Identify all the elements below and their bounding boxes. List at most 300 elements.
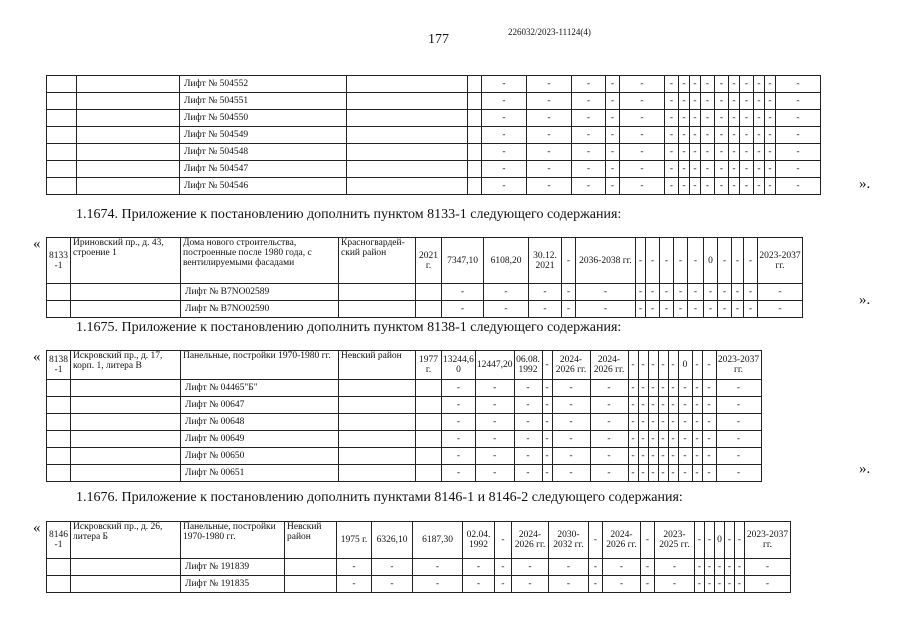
table-cell — [347, 144, 468, 161]
table-cell: - — [715, 144, 729, 161]
table-cell: - — [715, 93, 729, 110]
paragraph-1676: 1.1676. Приложение к постановлению дополнить пунктами 8146-1 и 8146-2 следующего содержания: — [76, 490, 683, 505]
table-cell: - — [655, 559, 695, 576]
table-cell: - — [668, 465, 678, 482]
table-cell: - — [776, 144, 821, 161]
table-cell: - — [678, 380, 692, 397]
table-cell — [47, 448, 71, 465]
table-cell: - — [648, 380, 658, 397]
table-cell: - — [475, 448, 514, 465]
table-cell: Невский район — [339, 351, 416, 380]
table-cell: - — [442, 284, 484, 301]
table-cell: - — [725, 522, 735, 559]
table-cell: - — [716, 397, 761, 414]
table-row — [47, 161, 821, 178]
table-cell: - — [732, 284, 744, 301]
table-cell: Искровский пр., д. 17, корп. 1, литера В — [71, 351, 181, 380]
table-cell: - — [718, 301, 732, 318]
table-cell: - — [758, 284, 803, 301]
table-cell: - — [482, 127, 527, 144]
table-cell: - — [552, 448, 590, 465]
closing-quote-3: ». — [859, 461, 871, 477]
table-cell: - — [754, 110, 765, 127]
table-cell — [468, 178, 482, 195]
table-cell — [77, 110, 180, 127]
table-cell: - — [475, 431, 514, 448]
table-cell: - — [674, 284, 688, 301]
table-cell: 0 — [704, 238, 718, 284]
table-cell: 2036-2038 гг. — [576, 238, 636, 284]
table-cell — [47, 301, 71, 318]
table-cell: - — [716, 414, 761, 431]
table-cell: - — [658, 414, 668, 431]
table-cell: 2030-2032 гг. — [549, 522, 589, 559]
table-cell: Дома нового строительства, построенные после 1980 года, с вентилируемыми фасадами — [181, 238, 339, 284]
table-cell: - — [715, 559, 725, 576]
table-cell: 2024-2026 гг. — [590, 351, 628, 380]
table-cell: - — [729, 161, 740, 178]
table-cell — [47, 110, 77, 127]
table-cell: - — [735, 576, 745, 593]
table-cell: - — [692, 431, 702, 448]
table-cell: - — [688, 301, 704, 318]
table-row — [47, 144, 821, 161]
table-cell: - — [715, 576, 725, 593]
table-cell: - — [527, 76, 572, 93]
table-cell: - — [542, 380, 552, 397]
table-cell — [71, 380, 181, 397]
table-cell: - — [701, 93, 715, 110]
table-cell — [71, 559, 181, 576]
table-cell: - — [482, 93, 527, 110]
table-cell: - — [692, 351, 702, 380]
table-cell: 2023-2037 гг. — [758, 238, 803, 284]
table-cell — [468, 76, 482, 93]
table-cell: - — [754, 144, 765, 161]
table-cell: - — [765, 76, 776, 93]
table-cell: - — [527, 161, 572, 178]
table-cell: - — [482, 178, 527, 195]
table-cell: - — [552, 431, 590, 448]
table-cell — [47, 76, 77, 93]
table-cell: - — [744, 301, 758, 318]
table-cell: - — [638, 397, 648, 414]
table-cell: - — [442, 397, 476, 414]
table-cell: - — [702, 397, 716, 414]
table-cell — [71, 284, 181, 301]
table-cell: - — [765, 110, 776, 127]
table-cell: - — [620, 144, 665, 161]
table-cell: 8138 -1 — [47, 351, 71, 380]
table-cell: - — [690, 76, 701, 93]
table-cell: - — [665, 110, 679, 127]
table-cell: Ириновский пр., д. 43, строение 1 — [71, 238, 181, 284]
lift-name: Лифт № 04465"Б" — [181, 380, 339, 397]
table-cell — [347, 127, 468, 144]
table-cell: - — [690, 93, 701, 110]
table-cell: - — [702, 351, 716, 380]
table-cell: - — [718, 238, 732, 284]
table-cell — [71, 414, 181, 431]
table-cell: - — [665, 93, 679, 110]
table-cell: - — [628, 351, 638, 380]
table-cell: - — [754, 127, 765, 144]
table-cell: - — [704, 284, 718, 301]
table-cell: - — [463, 559, 495, 576]
table-cell: - — [628, 448, 638, 465]
table-cell: - — [660, 238, 674, 284]
table-cell: - — [745, 559, 791, 576]
table-cell: - — [718, 284, 732, 301]
main-row — [47, 238, 803, 284]
table-cell: - — [641, 559, 655, 576]
table-cell: - — [620, 178, 665, 195]
table-cell: - — [589, 522, 603, 559]
lift-name: Лифт № 00647 — [181, 397, 339, 414]
table-cell: - — [620, 110, 665, 127]
table-cell: - — [641, 522, 655, 559]
table-cell — [468, 161, 482, 178]
lift-name: Лифт № 00650 — [181, 448, 339, 465]
table-row — [47, 301, 803, 318]
table-cell: - — [665, 76, 679, 93]
table-cell: - — [716, 380, 761, 397]
lift-name: Лифт № 504551 — [180, 93, 347, 110]
table-cell: - — [549, 576, 589, 593]
table-cell — [77, 93, 180, 110]
table-cell: - — [688, 238, 704, 284]
table-row — [47, 397, 762, 414]
table-cell: - — [668, 431, 678, 448]
table-cell — [339, 448, 416, 465]
table-cell: 8133 -1 — [47, 238, 71, 284]
table-cell: - — [679, 178, 690, 195]
table-cell: - — [665, 127, 679, 144]
table-cell: - — [744, 238, 758, 284]
table-cell: - — [606, 178, 620, 195]
table-cell: - — [674, 238, 688, 284]
table-cell: - — [668, 414, 678, 431]
table-cell: - — [754, 161, 765, 178]
table-cell: - — [442, 414, 476, 431]
table-cell — [339, 284, 416, 301]
table-cell: - — [648, 351, 658, 380]
table-cell: - — [628, 397, 638, 414]
table-cell: - — [668, 351, 678, 380]
table-cell: - — [765, 93, 776, 110]
table-cell — [347, 93, 468, 110]
table-cell: - — [740, 110, 754, 127]
table-cell: - — [484, 301, 529, 318]
table-cell: 12447,20 — [475, 351, 514, 380]
main-row — [47, 351, 762, 380]
table-cell — [339, 414, 416, 431]
table-cell: - — [552, 465, 590, 482]
lift-name: Лифт № 504549 — [180, 127, 347, 144]
table-cell: Искровский пр., д. 26, литера Б — [71, 522, 181, 559]
table-cell: - — [690, 161, 701, 178]
table-cell: - — [636, 284, 646, 301]
table-cell — [71, 448, 181, 465]
table-cell: - — [660, 301, 674, 318]
table-cell: - — [514, 431, 542, 448]
table-cell: - — [620, 127, 665, 144]
table-cell: - — [590, 397, 628, 414]
lift-name: Лифт № 504547 — [180, 161, 347, 178]
table-cell: - — [715, 76, 729, 93]
table-cell: - — [542, 448, 552, 465]
table-cell — [47, 397, 71, 414]
lift-name: Лифт № 00651 — [181, 465, 339, 482]
table-row — [47, 431, 762, 448]
table-cell: - — [725, 576, 735, 593]
table-cell: - — [562, 301, 576, 318]
table-cell: - — [590, 414, 628, 431]
table-cell: - — [495, 576, 512, 593]
table-cell — [339, 380, 416, 397]
table-cell: - — [514, 465, 542, 482]
table-cell: - — [740, 178, 754, 195]
table-cell: - — [695, 559, 705, 576]
table-cell: - — [729, 76, 740, 93]
table-cell: - — [679, 110, 690, 127]
table-cell — [71, 431, 181, 448]
table-cell: - — [729, 127, 740, 144]
table-cell — [77, 161, 180, 178]
table-cell: - — [442, 448, 476, 465]
table-cell: - — [606, 76, 620, 93]
table-cell: - — [776, 110, 821, 127]
table-cell: - — [690, 178, 701, 195]
table-cell: - — [572, 93, 606, 110]
lift-name: Лифт № В7NO02590 — [181, 301, 339, 318]
table-cell: - — [715, 161, 729, 178]
table-cell: - — [658, 448, 668, 465]
table-cell: - — [628, 431, 638, 448]
table-cell: - — [482, 76, 527, 93]
table-cell: - — [620, 76, 665, 93]
table-cell: 0 — [715, 522, 725, 559]
table-cell: - — [715, 110, 729, 127]
table-cell: - — [646, 238, 660, 284]
lift-name: Лифт № 00649 — [181, 431, 339, 448]
table-cell: - — [606, 161, 620, 178]
table-cell: - — [590, 380, 628, 397]
table-cell: - — [638, 465, 648, 482]
table-cell: - — [514, 380, 542, 397]
table-cell: 06.08. 1992 — [514, 351, 542, 380]
table-cell: - — [636, 301, 646, 318]
table-cell: - — [765, 161, 776, 178]
table-cell: - — [679, 76, 690, 93]
table-cell: - — [668, 380, 678, 397]
table-cell — [47, 127, 77, 144]
table-cell: - — [549, 559, 589, 576]
table-cell: 1975 г. — [337, 522, 372, 559]
table-cell: - — [527, 110, 572, 127]
table-cell: - — [658, 431, 668, 448]
table-cell: 7347,10 — [442, 238, 484, 284]
table-cell: - — [648, 448, 658, 465]
table-cell: - — [732, 301, 744, 318]
table-cell: - — [678, 448, 692, 465]
table-cell: - — [646, 301, 660, 318]
table-cell — [416, 414, 442, 431]
table-cell — [71, 301, 181, 318]
table-cell: - — [372, 576, 413, 593]
table-cell — [347, 76, 468, 93]
table-cell: - — [678, 397, 692, 414]
table-cell: 6326,10 — [372, 522, 413, 559]
table-cell — [347, 161, 468, 178]
table-cell — [416, 448, 442, 465]
table-cell: - — [495, 559, 512, 576]
table-cell: - — [765, 144, 776, 161]
table-cell: - — [482, 110, 527, 127]
table-cell: - — [674, 301, 688, 318]
table-cell: - — [590, 448, 628, 465]
table-cell: - — [337, 576, 372, 593]
table-cell: - — [442, 431, 476, 448]
table-cell: - — [576, 301, 636, 318]
table-cell: - — [527, 127, 572, 144]
table-cell — [47, 576, 71, 593]
table-row — [47, 76, 821, 93]
table-cell: - — [740, 76, 754, 93]
table-cell: - — [729, 178, 740, 195]
table-cell: - — [678, 431, 692, 448]
table-row — [47, 93, 821, 110]
table-cell: - — [589, 576, 603, 593]
table-cell: - — [475, 397, 514, 414]
lift-name: Лифт № В7NO02589 — [181, 284, 339, 301]
table-cell — [71, 576, 181, 593]
table-cell: 2021 г. — [416, 238, 442, 284]
table-cell: - — [620, 161, 665, 178]
table-cell: - — [679, 144, 690, 161]
table-cell: - — [715, 127, 729, 144]
table-cell: - — [475, 414, 514, 431]
table-cell: - — [716, 448, 761, 465]
table-cell: Невский район — [285, 522, 337, 559]
table-cell: 13244,6 0 — [442, 351, 476, 380]
table-cell — [47, 161, 77, 178]
table-cell: - — [776, 93, 821, 110]
table-cell: 8146 -1 — [47, 522, 71, 559]
table-cell — [77, 144, 180, 161]
table-cell: 02.04. 1992 — [463, 522, 495, 559]
table-row — [47, 178, 821, 195]
table-cell: - — [542, 351, 552, 380]
table-cell — [47, 284, 71, 301]
table-cell: - — [705, 576, 715, 593]
table-cell: - — [695, 522, 705, 559]
paragraph-1675: 1.1675. Приложение к постановлению дополнить пунктом 8138-1 следующего содержания: — [76, 320, 622, 335]
table-row — [47, 559, 791, 576]
table-cell: - — [648, 397, 658, 414]
table-cell: - — [701, 161, 715, 178]
table-cell: - — [576, 284, 636, 301]
table-cell: - — [725, 559, 735, 576]
table-row — [47, 414, 762, 431]
table-cell: - — [495, 522, 512, 559]
table-cell — [416, 431, 442, 448]
table-cell: - — [702, 431, 716, 448]
table-cell — [47, 178, 77, 195]
table-cell: 30.12. 2021 — [529, 238, 562, 284]
table-cell: 2023-2025 гг. — [655, 522, 695, 559]
table-cell: - — [572, 127, 606, 144]
table-cell: - — [692, 448, 702, 465]
closing-quote-1: ». — [859, 176, 871, 192]
table-cell: - — [572, 144, 606, 161]
table-cell: - — [542, 397, 552, 414]
table-cell: - — [690, 144, 701, 161]
table-cell: - — [765, 127, 776, 144]
table-cell: - — [658, 380, 668, 397]
table-cell: - — [527, 144, 572, 161]
table-cell: - — [665, 161, 679, 178]
table-cell: - — [638, 414, 648, 431]
table-cell: - — [754, 178, 765, 195]
opening-quote-3: « — [33, 349, 41, 365]
table-cell: - — [660, 284, 674, 301]
table-cell: 2024-2026 гг. — [603, 522, 641, 559]
table-cell: - — [527, 93, 572, 110]
table-cell: - — [648, 431, 658, 448]
table-cell: - — [484, 284, 529, 301]
table-cell: - — [716, 465, 761, 482]
table-cell: - — [705, 559, 715, 576]
table-cell — [47, 144, 77, 161]
table-cell: - — [514, 414, 542, 431]
table-cell: 6187,30 — [413, 522, 463, 559]
table-cell: - — [562, 284, 576, 301]
page-number: 177 — [428, 32, 449, 47]
table-cell — [416, 380, 442, 397]
table-item-8146-1 — [46, 521, 791, 593]
table-cell: - — [692, 414, 702, 431]
table-cell: - — [690, 127, 701, 144]
table-cell: - — [475, 465, 514, 482]
table-cell: - — [572, 161, 606, 178]
table-cell — [339, 397, 416, 414]
table-cell: - — [372, 559, 413, 576]
table-row — [47, 465, 762, 482]
table-cell: - — [442, 380, 476, 397]
table-cell: - — [413, 559, 463, 576]
table-cell: - — [590, 465, 628, 482]
table-cell: - — [679, 93, 690, 110]
table-cell: - — [729, 110, 740, 127]
table-row — [47, 127, 821, 144]
table-cell: - — [590, 431, 628, 448]
table-row — [47, 576, 791, 593]
lift-name: Лифт № 504550 — [180, 110, 347, 127]
table-cell: - — [603, 559, 641, 576]
table-cell — [339, 465, 416, 482]
table-cell: - — [735, 522, 745, 559]
table-cell: - — [648, 414, 658, 431]
table-cell — [347, 110, 468, 127]
table-cell: - — [765, 178, 776, 195]
table-cell: - — [665, 178, 679, 195]
table-cell — [47, 93, 77, 110]
table-cell — [468, 93, 482, 110]
lift-name: Лифт № 191839 — [181, 559, 285, 576]
table-cell: - — [668, 397, 678, 414]
table-cell: - — [665, 144, 679, 161]
